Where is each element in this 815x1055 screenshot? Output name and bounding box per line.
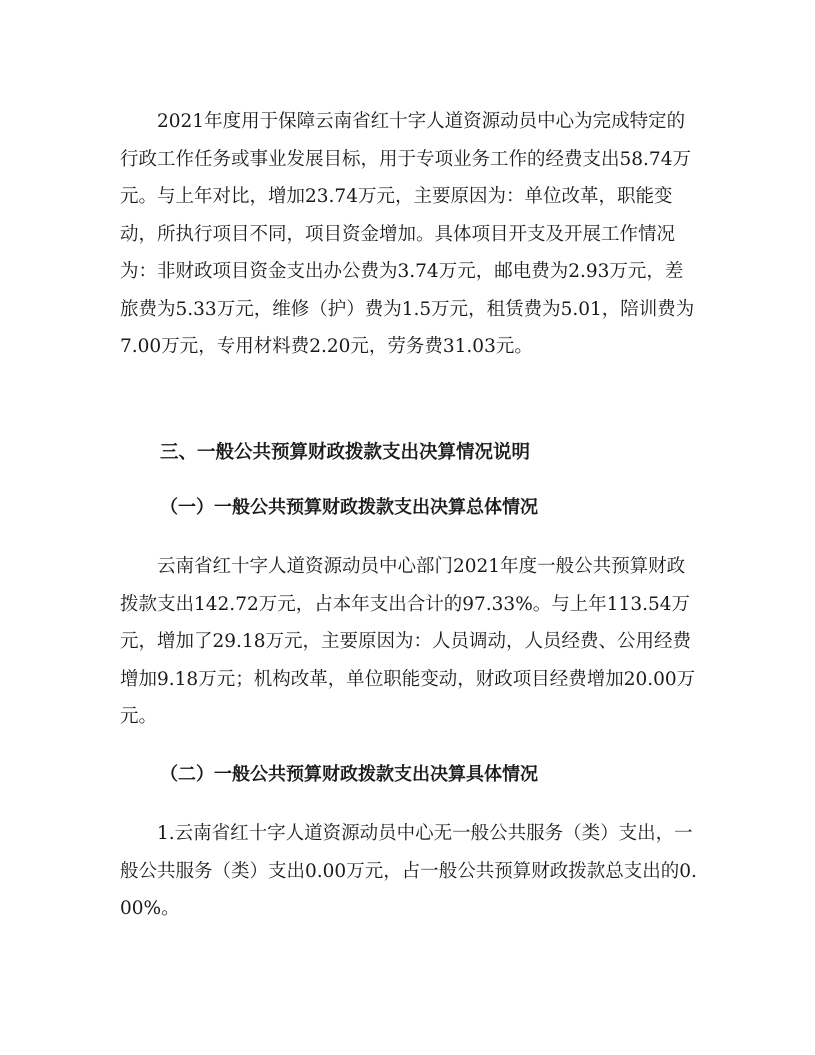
section-heading-general-budget: 三、一般公共预算财政拨款支出决算情况说明 xyxy=(160,442,531,463)
subheading-overall-situation: （一）一般公共预算财政拨款支出决算总体情况 xyxy=(160,497,538,518)
paragraph-overall-situation xyxy=(120,548,700,736)
paragraph-project-spending-text: 2021年度用于保障云南省红十字人道资源动员中心为完成特定的行政工作任务或事业发展目标，用于专项业务工作的经费支出58.74万元。与上年对比，增加23.74万元，主要原因为：单位改革，职能变动，所执行项目不同，项目资金增加。具体项目开支及开展工作情况为：非财政项目资金支出办公费为3.74万元，邮电费为2.93万元，差旅费为5.33万元，维修（护）费为1.5万元，租赁费为5.01，陪训费为7.00万元，专用材料费2.20元，劳务费31.03元。 xyxy=(120,111,695,357)
paragraph-item-1 xyxy=(120,815,700,928)
subheading-specific-situation: （二）一般公共预算财政拨款支出决算具体情况 xyxy=(160,764,538,785)
paragraph-item-1-text: 1.云南省红十字人道资源动员中心无一般公共服务（类）支出，一般公共服务（类）支出0.00万元，占一般公共预算财政拨款总支出的0.00%。 xyxy=(120,823,697,919)
paragraph-overall-situation-text: 云南省红十字人道资源动员中心部门2021年度一般公共预算财政拨款支出142.72万元，占本年支出合计的97.33%。与上年113.54万元，增加了29.18万元，主要原因为：人员调动，人员经费、公用经费增加9.18万元；机构改革，单位职能变动，财政项目经费增加20.00万元。 xyxy=(120,556,696,727)
paragraph-project-spending xyxy=(120,103,700,366)
